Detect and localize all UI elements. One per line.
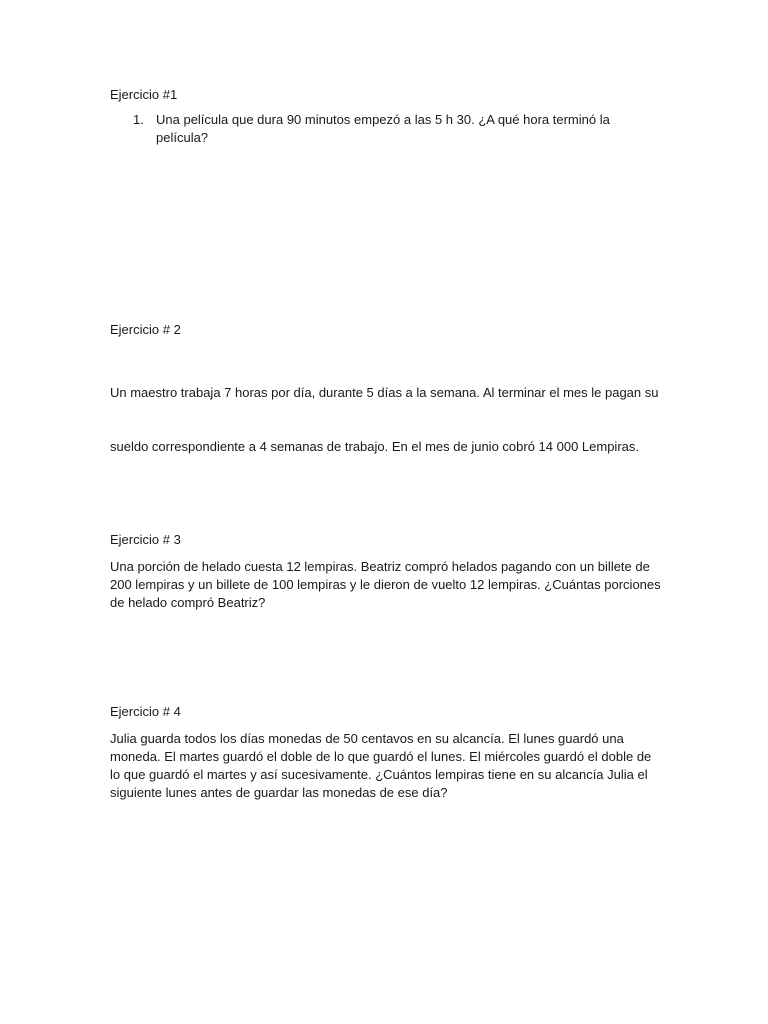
text-line: Una película que dura 90 minutos empezó a las 5 h 30. ¿A qué hora terminó la [156,112,610,127]
exercise-2-text [110,348,660,492]
exercise-3-text [110,558,660,612]
text-line: Un maestro trabaja 7 horas por día, durante 5 días a la semana. Al terminar el mes le pagan su [110,385,659,400]
text-line: moneda. El martes guardó el doble de lo que guardó el lunes. El miércoles guardó el doble de [110,749,652,764]
exercise-3 [110,531,660,612]
list-item-number: 1. [133,112,144,127]
exercise-1-list [110,111,660,147]
exercise-2 [110,321,660,492]
text-line: Julia guarda todos los días monedas de 50 centavos en su alcancía. El lunes guardó una [110,731,624,746]
exercise-4-heading: Ejercicio # 4 [110,704,181,719]
text-line: película? [156,130,209,145]
list-item [110,111,660,147]
text-line: 200 lempiras y un billete de 100 lempiras y le dieron de vuelto 12 lempiras. ¿Cuántas porciones [110,577,661,592]
exercise-4-text [110,730,660,802]
exercise-1 [110,86,660,147]
exercise-3-heading: Ejercicio # 3 [110,532,181,547]
text-line: sueldo correspondiente a 4 semanas de trabajo. En el mes de junio cobró 14 000 Lempiras. [110,439,639,454]
exercise-1-heading: Ejercicio #1 [110,87,178,102]
text-line: lo que guardó el martes y así sucesivamente. ¿Cuántos lempiras tiene en su alcancía Julia el [110,767,648,782]
text-line: de helado compró Beatriz? [110,595,266,610]
exercise-4 [110,703,660,802]
text-line: Una porción de helado cuesta 12 lempiras. Beatriz compró helados pagando con un billete de [110,559,650,574]
list-item-text [156,111,660,147]
text-line: siguiente lunes antes de guardar las monedas de ese día? [110,785,448,800]
exercise-2-heading: Ejercicio # 2 [110,322,181,337]
